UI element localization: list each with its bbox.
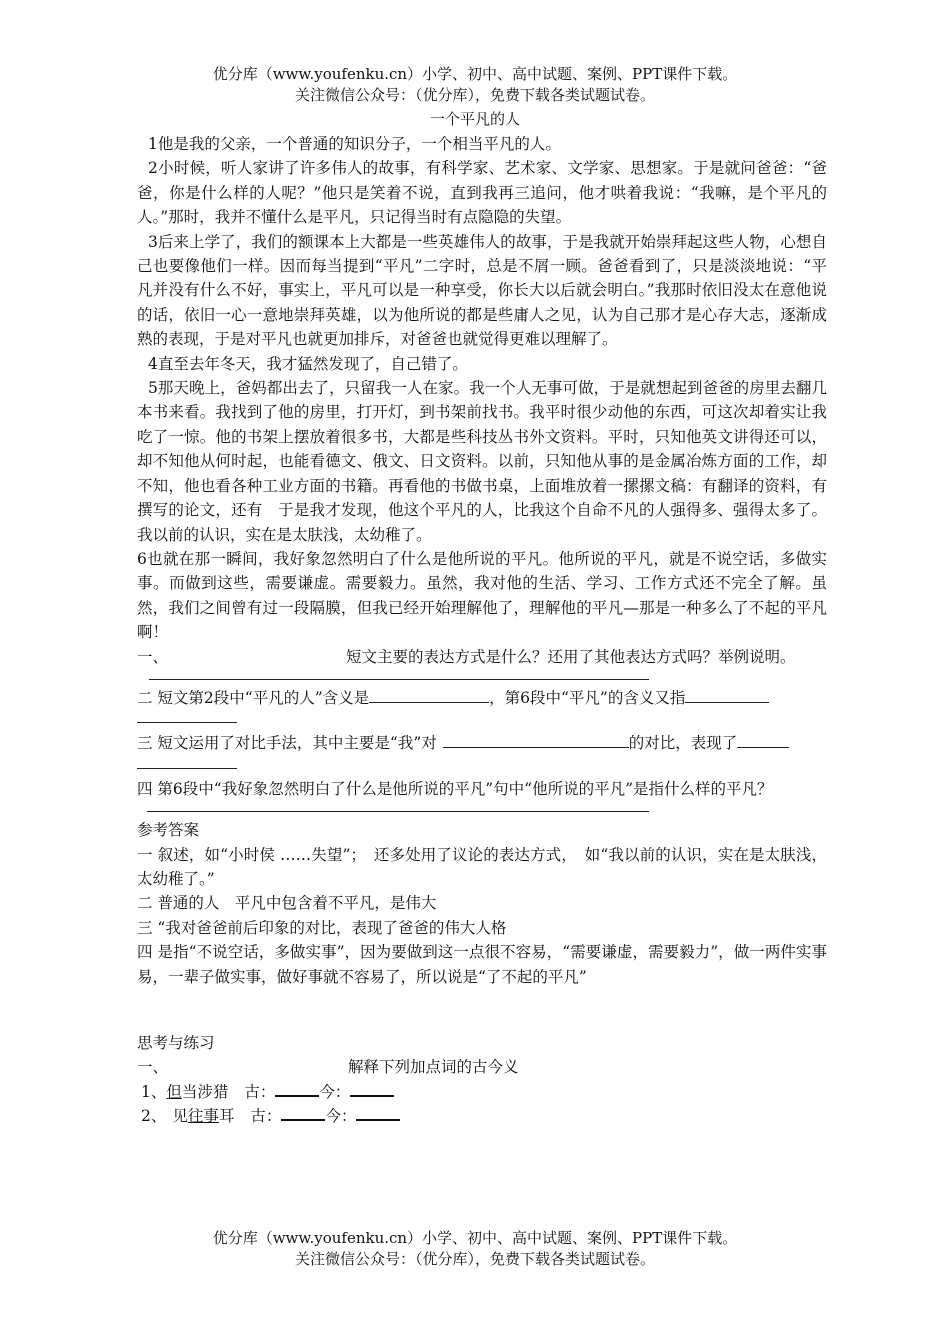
header-line-1: 优分库（www.youfenku.cn）小学、初中、高中试题、案例、PPT课件下载。 xyxy=(212,65,738,83)
answer-item-4: 四 是指“不说空话，多做实事”，因为要做到这一点很不容易，“需要谦虚，需要毅力”，做一两件实事易，一辈子做实事，做好事就不容易了，所以说是“了不起的平凡” xyxy=(137,943,827,986)
answer-line-1[interactable] xyxy=(149,669,649,680)
paragraph-3: 3后来上学了，我们的额课本上大都是一些英雄伟人的故事，于是我就开始崇拜起这些人物，心想自己也要像他们一样。因而每当提到“平凡”二字时，总是不屑一顾。爸爸看到了，只是淡淡地说：“平凡并没有什么不好，事实上，平凡可以是一种享受，你长大以后就会明白。”我那时依旧没太在意他说的话，依旧一心一意地崇拜英雄，以为他所说的都是些庸人之见，认为自己那才是心存大志，逐渐成熟的表现，于是对平凡也就更加排斥，对爸爸也就觉得更难以理解了。 xyxy=(137,232,827,349)
practice-blank-gu-1[interactable] xyxy=(275,1082,319,1097)
question-3-part-b: 的对比，表现了 xyxy=(628,734,738,753)
footer-line-1: 优分库（www.youfenku.cn）小学、初中、高中试题、案例、PPT课件下载。 xyxy=(212,1229,738,1247)
practice-item-number: 2、 xyxy=(141,1107,167,1126)
answer-line-2[interactable] xyxy=(137,710,237,723)
practice-item-post: 当涉猎 xyxy=(181,1082,229,1101)
question-1-number: 一、 xyxy=(137,647,169,666)
footer-line-2: 关注微信公众号：（优分库），免费下载各类试题试卷。 xyxy=(294,1250,655,1268)
question-4: 四 第6段中“我好象忽然明白了什么是他所说的平凡”句中“他所说的平凡”是指什么样的平凡？ xyxy=(137,779,773,798)
practice-item-word: 但 xyxy=(166,1082,182,1101)
answer-blank-2b[interactable] xyxy=(685,688,769,703)
practice-section xyxy=(137,1055,827,1079)
header-line-2: 关注微信公众号：（优分库），免费下载各类试题试卷。 xyxy=(294,86,655,104)
paragraph-5: 5那天晚上，爸妈都出去了，只留我一人在家。我一个人无事可做，于是就想起到爸爸的房里去翻几本书来看。我找到了他的房里，打开灯，到书架前找书。我平时很少动他的东西，可这次却着实让我吃了一惊。他的书架上摆放着很多书，大都是些科技丛书外文资料。平时，只知他英文讲得还可以，却不知他从何时起，也能看德文、俄文、日文资料。以前，只知他从事的是金属冶炼方面的工作，却不知，他也看各种工业方面的书籍。再看他的书做书桌，上面堆放着一摞摞文稿：有翻译的资料，有撰写的论文，还有 于是我才发现，他这个平凡的人，比我这个自命不凡的人强得多、强得太多了。我以前的认识，实在是太肤浅，太幼稚了。 xyxy=(137,379,827,544)
practice-item-2 xyxy=(137,1104,827,1128)
question-1 xyxy=(137,645,827,669)
practice-blank-jin-2[interactable] xyxy=(356,1106,400,1121)
question-3 xyxy=(137,731,827,755)
question-1-text: 短文主要的表达方式是什么？还用了其他表达方式吗？举例说明。 xyxy=(346,647,796,666)
answer-item-1: 一 叙述，如“小时侯 ……失望”； 还多处用了议论的表达方式， 如“我以前的认识，实在是太肤浅，太幼稚了。” xyxy=(137,845,827,888)
practice-heading: 思考与练习 xyxy=(137,1034,215,1052)
practice-item-gu-label: 古： xyxy=(244,1082,276,1101)
question-2-part-a: 二 短文第2段中“平凡的人”含义是 xyxy=(137,688,370,707)
practice-item-word: 往事 xyxy=(187,1107,219,1126)
answer-line-4[interactable] xyxy=(147,801,649,812)
page-header-bottom xyxy=(0,1228,950,1270)
practice-section-text: 解释下列加点词的古今义 xyxy=(348,1058,519,1077)
paragraph-1: 1他是我的父亲，一个普通的知识分子，一个相当平凡的人。 xyxy=(148,135,561,153)
practice-item-jin-label: 今： xyxy=(319,1082,351,1101)
answer-blank-3b[interactable] xyxy=(737,733,789,748)
paragraph-6: 6也就在那一瞬间，我好象忽然明白了什么是他所说的平凡。他所说的平凡，就是不说空话，多做实事。而做到这些，需要谦虚。需要毅力。虽然，我对他的生活、学习、工作方式还不完全了解。虽然，我们之间曾有过一段隔膜，但我已经开始理解他了，理解他的平凡—那是一种多么了不起的平凡啊！ xyxy=(137,549,827,642)
question-2-part-b: ，第6段中“平凡”的含义又指 xyxy=(489,688,686,707)
answer-item-2: 二 普通的人 平凡中包含着不平凡，是伟大 xyxy=(137,894,437,913)
paragraph-2: 2小时候，听人家讲了许多伟人的故事，有科学家、艺术家、文学家、思想家。于是就问爸爸：“爸爸，你是什么样的人呢？”他只是笑着不说，直到我再三追问，他才哄着我说：“我嘛，是个平凡的人。”那时，我并不懂什么是平凡，只记得当时有点隐隐的失望。 xyxy=(137,159,827,227)
question-2 xyxy=(137,686,827,710)
article-title: 一个平凡的人 xyxy=(429,110,520,128)
practice-item-jin-label: 今： xyxy=(325,1107,357,1126)
answer-blank-2a[interactable] xyxy=(369,688,489,703)
document-body xyxy=(137,132,827,1129)
practice-item-gu-label: 古： xyxy=(250,1107,282,1126)
practice-item-number: 1、 xyxy=(141,1082,167,1101)
practice-blank-gu-2[interactable] xyxy=(281,1106,325,1121)
practice-item-1 xyxy=(137,1080,827,1104)
practice-item-pre: 见 xyxy=(172,1107,188,1126)
page-header-top xyxy=(0,64,950,106)
paragraph-4: 4直至去年冬天，我才猛然发现了，自己错了。 xyxy=(148,354,468,373)
answers-heading: 参考答案 xyxy=(137,821,200,840)
question-3-part-a: 三 短文运用了对比手法，其中主要是“我”对 xyxy=(137,734,437,753)
answer-blank-3a[interactable] xyxy=(443,733,629,748)
practice-blank-jin-1[interactable] xyxy=(350,1082,394,1097)
answer-line-3[interactable] xyxy=(137,756,237,769)
practice-item-post: 耳 xyxy=(218,1107,235,1126)
practice-section-number: 一、 xyxy=(137,1058,169,1077)
answer-item-3: 三 “我对爸爸前后印象的对比，表现了爸爸的伟大人格 xyxy=(137,918,507,937)
